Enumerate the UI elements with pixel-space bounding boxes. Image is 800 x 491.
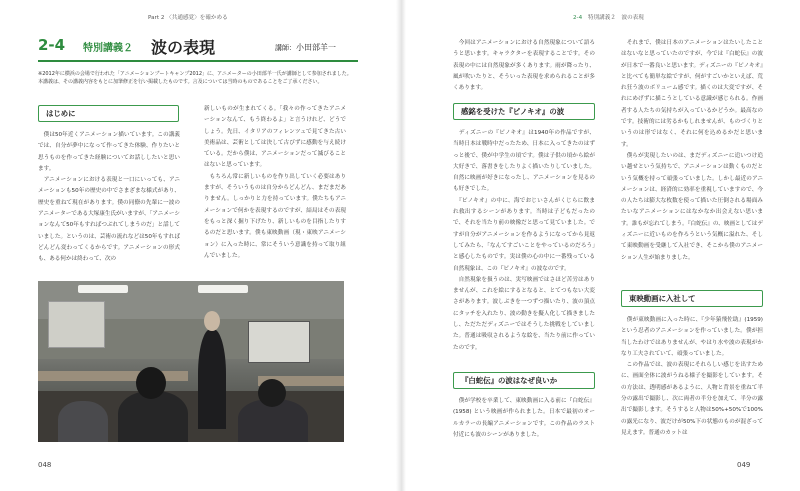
photo-student-head bbox=[136, 367, 166, 399]
paragraph: もちろん常に新しいものを作り出していく必要はありますが、そういうものは自分からどんどん、まだまだありません。しっかりと力を持っています。僕たちもアニメーションで何かを表現するのですが、結局はその表現をもっと深く掘り下げたり、新しいものを目指したりするのだと思います。僕も東映動画（現・東映アニメーション）に入った時に、常にそういう意識を持って取り組んでいました。 bbox=[204, 173, 346, 259]
intro-line-2: 本講義は、その講義内容をもとに加筆修正を行い掲載したものです。言及については当時のものであることをご了承ください。 bbox=[38, 79, 323, 86]
paragraph: 今回はアニメーションにおける自然現象について語ろうと思います。キャラクターを表現することです。その表現の中には自然現象が多くあります。雨が降ったり、風が吹いたりと、そういった表現を求められることが多くあります。 bbox=[453, 40, 595, 92]
paragraph: 『ピノキオ』の中に、海でおじいさんがくじらに飲まれ救出するシーンがあります。当時は子どもだったので、それを当たり前の映像だと思って見ていました。ですが自分がアニメーションを作るようになってから見返してみたら、「なんてすごいことをやっているのだろう」と感心したものです。実は僕の心の中に一番残っている自然現象は、この『ピノキオ』の波なのです。 bbox=[453, 197, 595, 272]
body-column-4b bbox=[621, 315, 763, 457]
paragraph: ディズニーの『ピノキオ』は1940年の作品ですが、当時日本は戦時中だったため、日本に入ってきたのはずっと後で、僕が中学生の頃です。僕は子供の頃から絵が大好きで、落書きをしたりよく描いたりしていました。自然に映画が好きになったし、アニメーションを見るのも好きでした。 bbox=[453, 130, 595, 193]
running-head-section: 特別講義２ 波の表現 bbox=[587, 15, 644, 21]
paragraph: 僕が東映動画に入った時に、『少年猿飛佐助』(1959) という忍者のアニメーションを作っていました。僕が担当したわけではありませんが、やはり水や波の表現がかなり工夫されていて、頑張っていました。 bbox=[621, 317, 763, 357]
lecturer-name: 小田部羊一 bbox=[296, 43, 336, 52]
running-head-number: 2-4 bbox=[573, 15, 583, 21]
lecturer-credit bbox=[275, 42, 336, 53]
photo-lecturer bbox=[198, 329, 226, 429]
chapter-number: 2-4 bbox=[38, 36, 66, 54]
body-column-1 bbox=[38, 130, 180, 270]
paragraph: 自然現象を扱うのは、実写映画ではさほど苦労はありませんが、これを絵にするとなると、とてつもない大変さがあります。波しぶきを一つずつ描いたり、波の頂点にタッチを入れたり、波の動きを擬人化して描きましたし、ただただディズニーではそうした挑戦をしていました。普通は吸収されるような絵を、当たり前に作っていたのです。 bbox=[453, 276, 595, 351]
body-column-2 bbox=[204, 104, 346, 274]
intro-note bbox=[38, 70, 360, 86]
photo-student bbox=[58, 401, 108, 442]
photo-lecturer-head bbox=[204, 311, 220, 331]
running-head-part: Part 2 bbox=[148, 15, 165, 21]
chapter-title: 波の表現 bbox=[151, 38, 216, 57]
body-column-4 bbox=[621, 38, 763, 278]
body-column-3c bbox=[453, 396, 595, 456]
photo-ceiling-light bbox=[78, 285, 128, 293]
section-heading-pinocchio: 感銘を受けた『ピノキオ』の波 bbox=[453, 103, 595, 120]
paragraph: 僕が学校を卒業して、東映動画に入る前に『白蛇伝』(1958) という映画が作られました。日本で最初のオールカラーの長編アニメーションです。この作品のラスト付近にも波のシーンがありました。 bbox=[453, 398, 595, 438]
photo-ceiling-light bbox=[198, 285, 248, 293]
section-heading-toei: 東映動画に入社して bbox=[621, 290, 763, 307]
running-head-right bbox=[573, 13, 644, 21]
paragraph: 僕は50年近くアニメーション描いています。この講義では、自分が夢中になって作ってきた体験、作りたいと思うものを作ってきた経験についてお話ししたいと思います。 bbox=[38, 132, 180, 172]
chapter-title-block bbox=[38, 34, 358, 60]
section-heading-intro: はじめに bbox=[38, 105, 179, 122]
paragraph: アニメーションにおける表現と一口にいっても、アニメーションも50年の歴史の中でさまざまな様式があり、歴史を重ねて現在があります。僕の同僚の先輩に一波のアニメーターである大塚康生氏がいますが、「アニメーションなんて50年もすればつぶれてしまうのだ」と話していました。というのは、芸術の流れなどは50年もすればどんどん変わってくるからです。アニメーションの形式も、ある何かは終わって、次の bbox=[38, 177, 180, 263]
running-head-title: 〈共通感覚〉を確かめる bbox=[166, 15, 228, 21]
running-head-left bbox=[148, 13, 228, 21]
paragraph: 僕らが実現したいのは、まだディズニーに追いつけ追い越せという気持ちで、アニメーションは動くものだという気概を持って頑張っていました。しかし最近のアニメーションは、経済的に効率を重視していますので、今の人たちは膨大な枚数を使って描いた圧倒される場面みたいなアニメーションにはなかなか出会えない思います。誰もが忘れてしまう。『白蛇伝』の、映画としてはディズニーに近いものを作ろうという気概に溢れた、そして東映動画を受継して入社でき、そこから僕のアニメーション人生が始まりました。 bbox=[621, 152, 763, 261]
lecturer-label: 講師： bbox=[275, 44, 296, 52]
paragraph: この作品では、波の表現にそれらしい感じを出すために、画面全体に波がうねる様子を撮影をしています。その方法は、透明感があるように、人物と背景を重ねて半分の露出で撮影し、次に両者の半分を加えて、半分の露出で撮影します。そうすると人物は50%+50%で100%の露光になり、波だけが50%下の状態のものが混ざって見えます。普通のカットは bbox=[621, 362, 763, 436]
photo-monitor bbox=[248, 321, 310, 363]
page-number-left: 048 bbox=[38, 461, 52, 469]
chapter-label: 特別講義２ bbox=[83, 43, 133, 54]
photo-bulletin-board bbox=[48, 301, 105, 348]
paragraph: 新しいものが生まれてくる。「我々の作ってきたアニメーションなんて、もう終わるよ」と言うけれど、どうでしょう。先日、イタリアのフィレンツェで見てきた古い美術品は、芸術としては決して古びずに感動を与え続けている。だから僕は、アニメーションだって滅びることはないと思っています。 bbox=[204, 106, 346, 169]
intro-line-1: ※2012年に横浜の会場で行われた「アニメーションブートキャンプ2012」に、アニメーターの小田部羊一氏が講師として参加されました。 bbox=[38, 71, 352, 77]
paragraph: それまで、僕は日本のアニメーションはたいしたことはないなと思っていたのですが、今では『白蛇伝』の波が日本で一番良いと思います。ディズニーの『ピノキオ』と比べても簡単な絵ですが、何がすごいかといえば、荒れ狂う波のボリューム感です。描くのは大変ですが、それにめげずに描こうとしている意識が感じられる。作画者する人たちの気持ちが入っているかどうか。最高なのです。技術的には劣るかもしれませんが、ものづくりというのは形ではなく、それに何を込めるかだと思います。 bbox=[621, 40, 763, 148]
lecture-photo bbox=[38, 281, 344, 442]
title-underline bbox=[38, 60, 358, 62]
body-column-3b bbox=[453, 128, 595, 360]
page-gutter bbox=[396, 0, 406, 491]
page-number-right: 049 bbox=[737, 461, 751, 469]
section-heading-hakujaden: 『白蛇伝』の波はなぜ良いか bbox=[453, 372, 595, 389]
photo-student-head bbox=[258, 379, 286, 407]
